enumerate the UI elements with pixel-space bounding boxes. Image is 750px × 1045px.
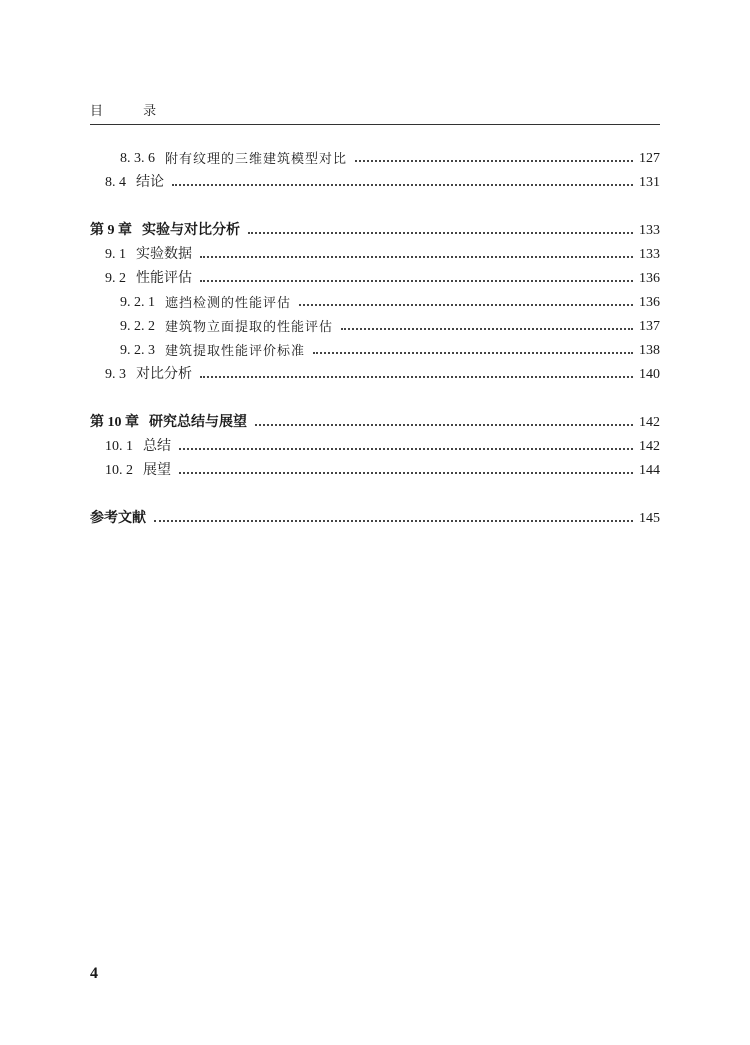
toc-leader-dots <box>200 256 633 258</box>
toc-leader-dots <box>255 424 633 426</box>
toc-entry-page: 140 <box>639 367 660 382</box>
toc-entry-title: 建筑提取性能评价标准 <box>165 344 306 359</box>
toc-leader-dots <box>172 184 633 186</box>
toc-entry-page: 145 <box>639 511 660 526</box>
toc-entry-page: 137 <box>639 319 660 334</box>
toc-entry-page: 136 <box>639 271 660 286</box>
toc-entry[interactable] <box>90 145 660 167</box>
toc-entry-title: 研究总结与展望 <box>149 414 247 430</box>
page-number: 4 <box>90 965 98 982</box>
toc-chapter-entry[interactable] <box>90 505 660 527</box>
toc-entry-number: 8. 3. 6 <box>120 151 155 166</box>
toc-entry-title: 实验与对比分析 <box>142 222 240 238</box>
toc-entry[interactable] <box>90 265 660 287</box>
toc-entry-number: 9. 2. 1 <box>120 295 155 310</box>
running-header <box>90 96 660 125</box>
toc-entry-title: 结论 <box>136 174 164 190</box>
toc-leader-dots <box>154 520 633 522</box>
toc-entry[interactable] <box>90 241 660 263</box>
toc-entry[interactable] <box>90 169 660 191</box>
toc-entry-title: 建筑物立面提取的性能评估 <box>165 320 334 335</box>
toc-entry-page: 138 <box>639 343 660 358</box>
toc-entry-title: 展望 <box>143 462 171 478</box>
toc-entry-title: 总结 <box>143 438 171 454</box>
toc-entry-number: 9. 2 <box>105 271 126 286</box>
toc-entry-number: 9. 2. 2 <box>120 319 155 334</box>
toc-leader-dots <box>313 352 633 354</box>
toc-entry-page: 127 <box>639 151 660 166</box>
toc-entry-title: 参考文献 <box>90 510 146 526</box>
toc-entry-page: 136 <box>639 295 660 310</box>
toc-leader-dots <box>299 304 633 306</box>
toc-entry-title: 遮挡检测的性能评估 <box>165 296 292 311</box>
toc-entry-title: 性能评估 <box>136 270 192 286</box>
toc-entry-title: 实验数据 <box>136 246 192 262</box>
toc-entry-number: 10. 1 <box>105 439 133 454</box>
toc-entry-page: 133 <box>639 247 660 262</box>
toc-entry-page: 142 <box>639 439 660 454</box>
toc-entry-number: 9. 1 <box>105 247 126 262</box>
toc-leader-dots <box>248 232 633 234</box>
toc-leader-dots <box>179 448 633 450</box>
toc-entry[interactable] <box>90 289 660 311</box>
toc-leader-dots <box>355 160 633 162</box>
toc-entry-page: 133 <box>639 223 660 238</box>
toc-entry-number: 10. 2 <box>105 463 133 478</box>
toc-entry-page: 131 <box>639 175 660 190</box>
toc-chapter-entry[interactable] <box>90 409 660 431</box>
toc-entry-number: 9. 3 <box>105 367 126 382</box>
toc-entry-number: 第 10 章 <box>90 415 139 430</box>
toc-entry[interactable] <box>90 361 660 383</box>
toc-entry-number: 9. 2. 3 <box>120 343 155 358</box>
toc-entry-page: 142 <box>639 415 660 430</box>
toc-leader-dots <box>179 472 633 474</box>
toc-entry[interactable] <box>90 457 660 479</box>
toc-entry-page: 144 <box>639 463 660 478</box>
toc-chapter-entry[interactable] <box>90 217 660 239</box>
toc-entry[interactable] <box>90 433 660 455</box>
toc-leader-dots <box>200 280 633 282</box>
toc-entry-title: 附有纹理的三维建筑模型对比 <box>165 152 348 167</box>
toc-entry-number: 8. 4 <box>105 175 126 190</box>
toc-leader-dots <box>341 328 633 330</box>
toc-entry-number: 第 9 章 <box>90 223 132 238</box>
toc-leader-dots <box>200 376 633 378</box>
header-title: 目 录 <box>90 104 175 119</box>
toc-entry[interactable] <box>90 313 660 335</box>
toc-entry-title: 对比分析 <box>136 366 192 382</box>
toc-entry[interactable] <box>90 337 660 359</box>
